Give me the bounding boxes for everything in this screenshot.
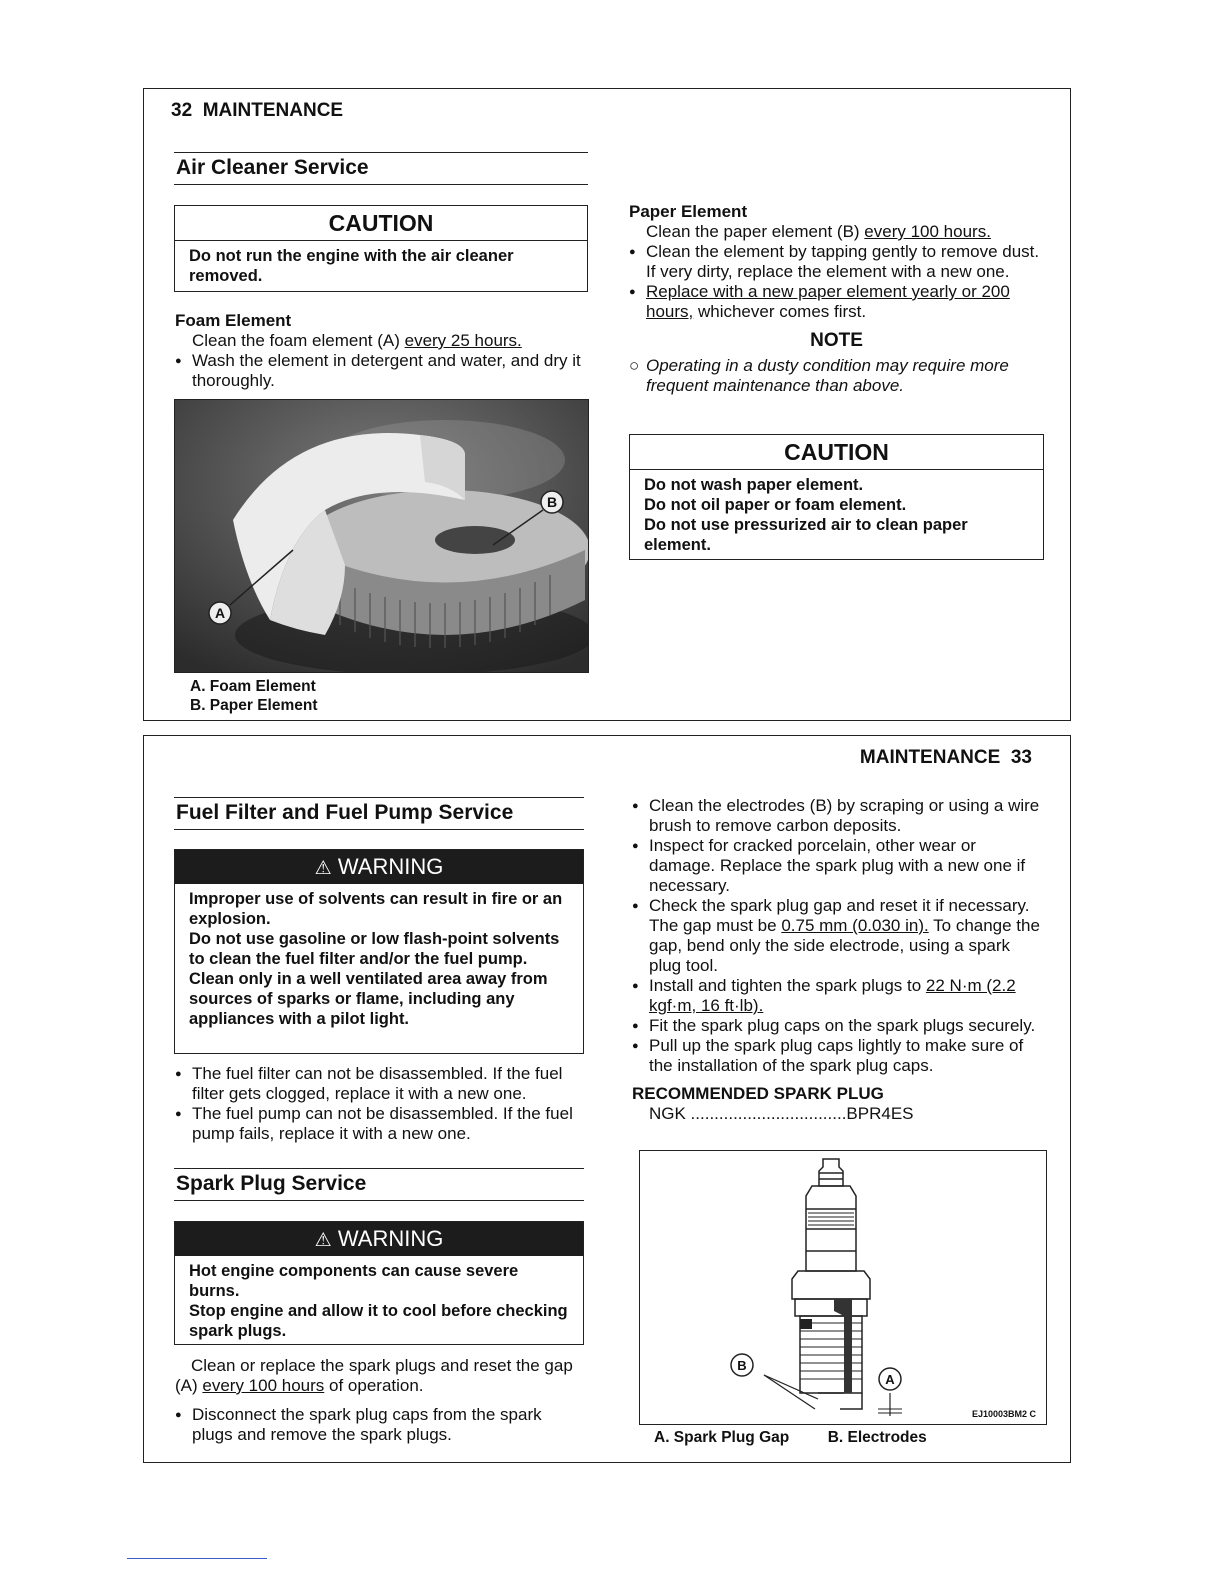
label-b: B bbox=[546, 494, 558, 510]
spark-steps bbox=[632, 796, 1042, 1124]
warning-heading: ⚠ WARNING bbox=[175, 1222, 583, 1256]
warning-line: Hot engine components can cause severe burns. bbox=[189, 1262, 519, 1300]
section-title-spark-plug: Spark Plug Service bbox=[174, 1168, 584, 1201]
page-header bbox=[171, 100, 343, 122]
warning-line: Clean only in a well ventilated area away from sources of sparks or flame, including any appliances with a pilot light. bbox=[189, 970, 548, 1028]
warning-line: Improper use of solvents can result in fire or an explosion. bbox=[189, 890, 563, 928]
warning-triangle-icon: ⚠ bbox=[314, 858, 332, 879]
air-filter-illustration bbox=[175, 400, 589, 673]
warning-box bbox=[174, 1221, 584, 1345]
spark-plug-diagram bbox=[639, 1150, 1047, 1425]
label-b: B bbox=[737, 1358, 747, 1373]
paper-element-section bbox=[629, 202, 1044, 396]
recommended-plug-title: RECOMMENDED SPARK PLUG bbox=[632, 1084, 884, 1103]
page-header-title: MAINTENANCE bbox=[859, 747, 1001, 768]
foam-element-title: Foam Element bbox=[175, 311, 292, 330]
page-33 bbox=[143, 735, 1071, 1463]
paper-bullet: ● Clean the element by tapping gently to remove dust. If very dirty, replace the element with a new one. bbox=[629, 242, 1044, 282]
spark-intro-text: Clean or replace the spark plugs and reset the gap (A) every 100 hours of operation. bbox=[175, 1356, 573, 1395]
fuel-bullet: ● The fuel filter can not be disassembled. If the fuel filter gets clogged, replace it with a new one. bbox=[175, 1064, 585, 1104]
caution-heading: CAUTION bbox=[630, 435, 1043, 470]
paper-element-title: Paper Element bbox=[629, 202, 748, 221]
spark-plug-illustration bbox=[640, 1151, 1047, 1425]
spark-step: ● Fit the spark plug caps on the spark plugs securely. bbox=[632, 1016, 1042, 1036]
caption-b: B. Electrodes bbox=[827, 1429, 927, 1446]
section-title-air-cleaner: Air Cleaner Service bbox=[174, 152, 588, 185]
foam-element-section bbox=[175, 311, 593, 391]
warning-body bbox=[175, 884, 583, 1033]
page-header bbox=[860, 747, 1032, 769]
page-number: 32 bbox=[171, 100, 193, 121]
paper-bullet: ● Replace with a new paper element yearly or 200 hours, whichever comes first. bbox=[629, 282, 1044, 322]
label-a: A bbox=[214, 605, 226, 621]
warning-line: Do not use gasoline or low flash-point solvents to clean the fuel filter and/or the fuel pump. bbox=[189, 930, 560, 968]
spark-step: ● Check the spark plug gap and reset it if necessary. The gap must be 0.75 mm (0.030 in). To change the gap, bend only the side electrode, using a spark plug tool. bbox=[632, 896, 1042, 976]
caption-a: A. Foam Element bbox=[190, 678, 316, 695]
fuel-bullets bbox=[175, 1064, 585, 1144]
warning-heading: ⚠ WARNING bbox=[175, 850, 583, 884]
fuel-bullet: ● The fuel pump can not be disassembled. If the fuel pump fails, replace it with a new one. bbox=[175, 1104, 585, 1144]
warning-box bbox=[174, 849, 584, 1054]
page-number: 33 bbox=[1010, 747, 1032, 768]
spark-step: ● Clean the electrodes (B) by scraping or using a wire brush to remove carbon deposits. bbox=[632, 796, 1042, 836]
caution-line: Do not use pressurized air to clean paper element. bbox=[644, 516, 968, 554]
note-heading: NOTE bbox=[810, 330, 863, 351]
figure-caption bbox=[654, 1428, 927, 1447]
caution-line: Do not oil paper or foam element. bbox=[644, 496, 907, 514]
caution-line: Do not wash paper element. bbox=[644, 476, 864, 494]
section-title-fuel: Fuel Filter and Fuel Pump Service bbox=[174, 797, 584, 830]
spark-step: ● Install and tighten the spark plugs to 22 N·m (2.2 kgf·m, 16 ft·lb). bbox=[632, 976, 1042, 1016]
page-32 bbox=[143, 88, 1071, 721]
warning-line: Stop engine and allow it to cool before checking spark plugs. bbox=[189, 1302, 568, 1340]
figure-caption bbox=[190, 677, 318, 715]
spark-step: ● Pull up the spark plug caps lightly to make sure of the installation of the spark plug caps. bbox=[632, 1036, 1042, 1076]
caption-a: A. Spark Plug Gap bbox=[654, 1429, 790, 1446]
caption-b: B. Paper Element bbox=[190, 697, 318, 714]
caution-body bbox=[175, 241, 587, 290]
page-header-title: MAINTENANCE bbox=[202, 100, 344, 121]
spark-bullet: ● Disconnect the spark plug caps from the spark plugs and remove the spark plugs. bbox=[175, 1405, 585, 1445]
foam-bullet: ● Wash the element in detergent and water, and dry it thoroughly. bbox=[175, 351, 593, 391]
note-text: ○ Operating in a dusty condition may require more frequent maintenance than above. bbox=[629, 356, 1009, 395]
recommended-plug-line: NGK .................................BPR4ES bbox=[649, 1104, 914, 1123]
footer-link-rule bbox=[127, 1558, 267, 1559]
paper-element-intro: Clean the paper element (B) every 100 hours. bbox=[646, 222, 991, 241]
caution-line: Do not run the engine with the air cleaner removed. bbox=[189, 247, 514, 285]
caution-box bbox=[629, 434, 1044, 560]
warning-triangle-icon: ⚠ bbox=[314, 1230, 332, 1251]
foam-element-intro: Clean the foam element (A) every 25 hours. bbox=[192, 331, 522, 350]
figure-code: EJ10003BM2 C bbox=[971, 1409, 1036, 1419]
caution-body bbox=[630, 470, 1043, 559]
label-a: A bbox=[885, 1372, 895, 1387]
spark-intro bbox=[175, 1356, 585, 1445]
warning-body bbox=[175, 1256, 583, 1345]
caution-heading: CAUTION bbox=[175, 206, 587, 241]
air-filter-photo bbox=[174, 399, 589, 673]
caution-box bbox=[174, 205, 588, 292]
spark-step: ● Inspect for cracked porcelain, other wear or damage. Replace the spark plug with a new one if necessary. bbox=[632, 836, 1042, 896]
